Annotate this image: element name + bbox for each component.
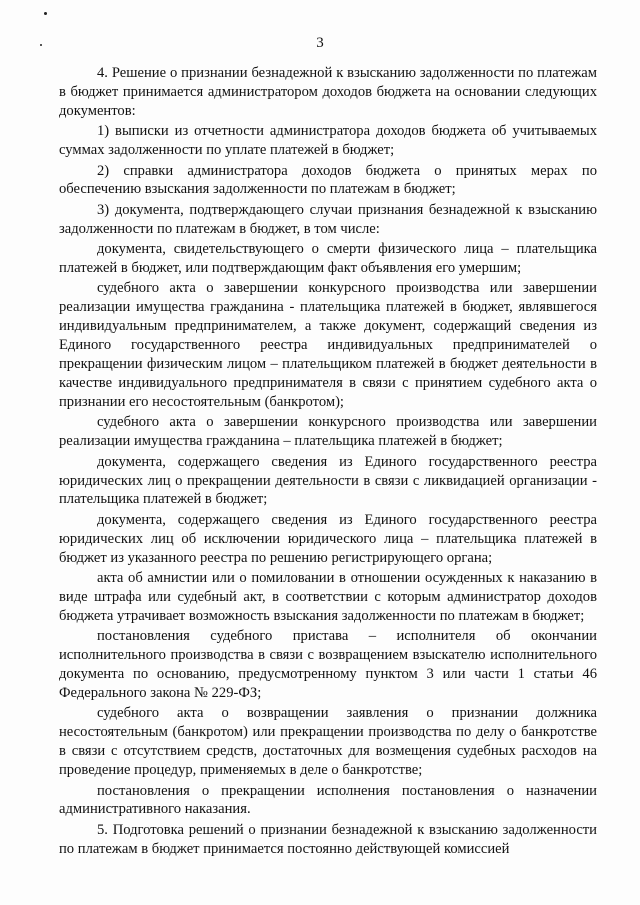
paragraph-bankruptcy-entrepreneur: судебного акта о завершении конкурсного производства или завершении реализации имущества гражданина - плательщика платежей в бюджет, являвшегося индивидуальным предпринимателем, а также документ, содержащий сведения из Единого государственного реестра индивидуальных предпринимателей о прекращении физическим лицом – плательщиком платежей в бюджет деятельности в качестве индивидуального предпринимателя в связи с принятием судебного акта о признании его несостоятельным (банкротом); [59, 280, 597, 410]
paragraph-4-item-1: 1) выписки из отчетности администратора доходов бюджета об учитываемых суммах задолженности по уплате платежей в бюджет; [59, 123, 597, 159]
paragraph-amnesty: акта об амнистии или о помиловании в отношении осужденных к наказанию в виде штрафа или судебный акт, в соответствии с которым администратор доходов бюджета утрачивает возможность взыскания задолженности по платежам в бюджет; [59, 570, 597, 624]
paragraph-4: 4. Решение о признании безнадежной к взысканию задолженности по платежам в бюджет принимается администратором доходов бюджета на основании следующих документов: [59, 65, 597, 119]
paragraph-liquidation: документа, содержащего сведения из Единого государственного реестра юридических лиц о прекращении деятельности в связи с ликвидацией организации - плательщика платежей в бюджет; [59, 453, 597, 508]
paragraph-4-item-2: 2) справки администратора доходов бюджета о принятых мерах по обеспечению взыскания задолженности по платежам в бюджет; [59, 162, 597, 198]
paragraph-termination: постановления о прекращении исполнения постановления о назначении административного наказания. [59, 782, 597, 818]
paragraph-death-document: документа, свидетельствующего о смерти физического лица – плательщика платежей в бюджет, или подтверждающим факт объявления его умершим; [59, 241, 597, 277]
paragraph-5: 5. Подготовка решений о признании безнадежной к взысканию задолженности по платежам в бюджет принимается постоянно действующей комиссией [59, 821, 597, 857]
paragraph-4-item-3: 3) документа, подтверждающего случаи признания безнадежной к взысканию задолженности по платежам в бюджет, в том числе: [59, 201, 597, 237]
paragraph-bailiff: постановления судебного пристава – исполнителя об окончании исполнительного производства в связи с возвращением взыскателю исполнительного документа по основанию, предусмотренному пунктом 3 или части 1 статьи 46 Федерального закона № 229-ФЗ; [59, 628, 597, 701]
paragraph-exclusion: документа, содержащего сведения из Единого государственного реестра юридических лиц об исключении юридического лица – плательщика платежей в бюджет из указанного реестра по решению регистрирующего органа; [59, 511, 597, 566]
page-number: 3 [316, 35, 324, 51]
paragraph-court-return: судебного акта о возвращении заявления о признании должника несостоятельным (банкротом) или прекращении производства по делу о банкротстве в связи с отсутствием средств, достаточных для возмещения судебных расходов на проведение процедур, применяемых в деле о банкротстве; [59, 705, 597, 779]
paragraph-bankruptcy-citizen: судебного акта о завершении конкурсного производства или завершении реализации имущества гражданина – плательщика платежей в бюджет; [59, 414, 597, 450]
scan-speck [44, 12, 47, 15]
document-body [59, 64, 597, 859]
